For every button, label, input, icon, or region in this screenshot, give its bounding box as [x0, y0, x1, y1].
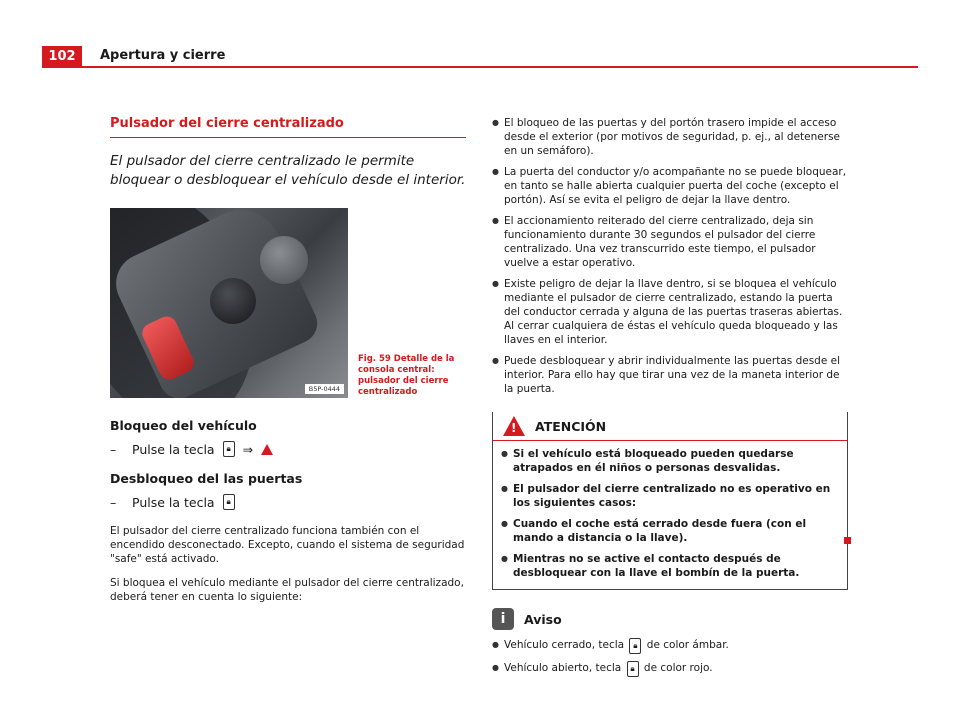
warning-item: ● Cuando el coche está cerrado desde fuera (con el mando a distancia o la llave).	[501, 517, 839, 545]
note-item-text: Vehículo cerrado, tecla	[504, 639, 625, 651]
warning-item: ● El pulsador del cierre centralizado no es operativo en los siguientes casos:	[501, 482, 839, 510]
intro-text: El pulsador del cierre centralizado le permite bloquear o desbloquear el vehículo desde el interior.	[110, 153, 466, 188]
page-number: 102	[42, 46, 82, 67]
warning-icon	[261, 444, 273, 455]
info-icon: i	[492, 608, 514, 630]
photo-mirror-knob	[260, 236, 308, 284]
lock-step	[110, 441, 466, 457]
figure	[110, 208, 466, 398]
note-item	[492, 661, 848, 677]
warning-item: ● Mientras no se active el contacto después de desbloquear con la llave el bombín de la puerta.	[501, 552, 839, 580]
note-item-text: de color ámbar.	[646, 639, 729, 651]
figure-code: B5P-0444	[305, 384, 344, 394]
list-item: ● Puede desbloquear y abrir individualmente las puertas desde el interior. Para ello hay que tirar una vez de la maneta interior de la puerta.	[492, 354, 848, 396]
lock-key-icon: 🔒︎	[629, 638, 641, 654]
warning-icon: !	[503, 416, 525, 436]
photo-socket	[210, 278, 256, 324]
list-item: ● Existe peligro de dejar la llave dentro, si se bloquea el vehículo mediante el pulsador de cierre centralizado, estando la puerta del conductor cerrada y alguna de las puertas traseras abiertas. Al cerrar cualquiera de éstas el vehículo queda bloqueado y las llaves en el interior.	[492, 277, 848, 347]
lock-heading: Bloqueo del vehículo	[110, 418, 257, 433]
note-item-text: de color rojo.	[643, 662, 713, 674]
unlock-key-icon: 🔒︎	[223, 494, 235, 510]
running-title: Apertura y cierre	[100, 48, 226, 63]
unlock-heading: Desbloqueo del las puertas	[110, 471, 303, 486]
note-header	[492, 608, 848, 630]
header-rule	[42, 66, 918, 68]
warning-item: ● Si el vehículo está bloqueado pueden quedarse atrapados en él niños o personas desvalidas.	[501, 447, 839, 475]
note-title: Aviso	[524, 611, 562, 627]
paragraph: El pulsador del cierre centralizado funciona también con el encendido desconectado. Excepto, cuando el sistema de seguridad "safe" está activado.	[110, 525, 465, 565]
warning-header	[493, 412, 847, 441]
list-item: ● La puerta del conductor y/o acompañante no se puede bloquear, en tanto se halle abierta cualquier puerta del coche (excepto el portón). Así se evita el peligro de dejar la llave dentro.	[492, 165, 848, 207]
section-title: Pulsador del cierre centralizado	[110, 116, 466, 138]
warning-body	[493, 441, 847, 589]
note-item	[492, 638, 848, 654]
console-photo	[110, 208, 348, 398]
lock-step-arrow: ⇒	[242, 441, 254, 457]
lock-step-text: Pulse la tecla	[132, 441, 215, 457]
unlock-step-text: Pulse la tecla	[132, 494, 215, 510]
lock-key-icon: 🔒︎	[627, 661, 639, 677]
unlock-step	[110, 494, 466, 510]
paragraph: Si bloquea el vehículo mediante el pulsador del cierre centralizado, deberá tener en cuenta lo siguiente:	[110, 577, 464, 603]
note-item-text: Vehículo abierto, tecla	[504, 662, 622, 674]
lock-key-icon: 🔒︎	[223, 441, 235, 457]
note-list	[492, 638, 848, 677]
end-of-section-marker	[844, 537, 851, 544]
dash-marker: –	[110, 494, 117, 510]
left-column	[110, 116, 466, 604]
figure-caption: Fig. 59 Detalle de la consola central: pulsador del cierre centralizado	[358, 354, 455, 397]
warning-title: ATENCIÓN	[535, 418, 607, 434]
list-item: ● El accionamiento reiterado del cierre centralizado, deja sin funcionamiento durante 30 segundos el pulsador del cierre centralizado. Una vez transcurrido este tiempo, el pulsador vuelve a estar operativo.	[492, 214, 848, 270]
right-column	[492, 116, 848, 684]
list-item: ● El bloqueo de las puertas y del portón trasero impide el acceso desde el exterior (por motivos de seguridad, p. ej., al detenerse en un semáforo).	[492, 116, 848, 158]
warning-box	[492, 412, 848, 590]
dash-marker: –	[110, 441, 117, 457]
